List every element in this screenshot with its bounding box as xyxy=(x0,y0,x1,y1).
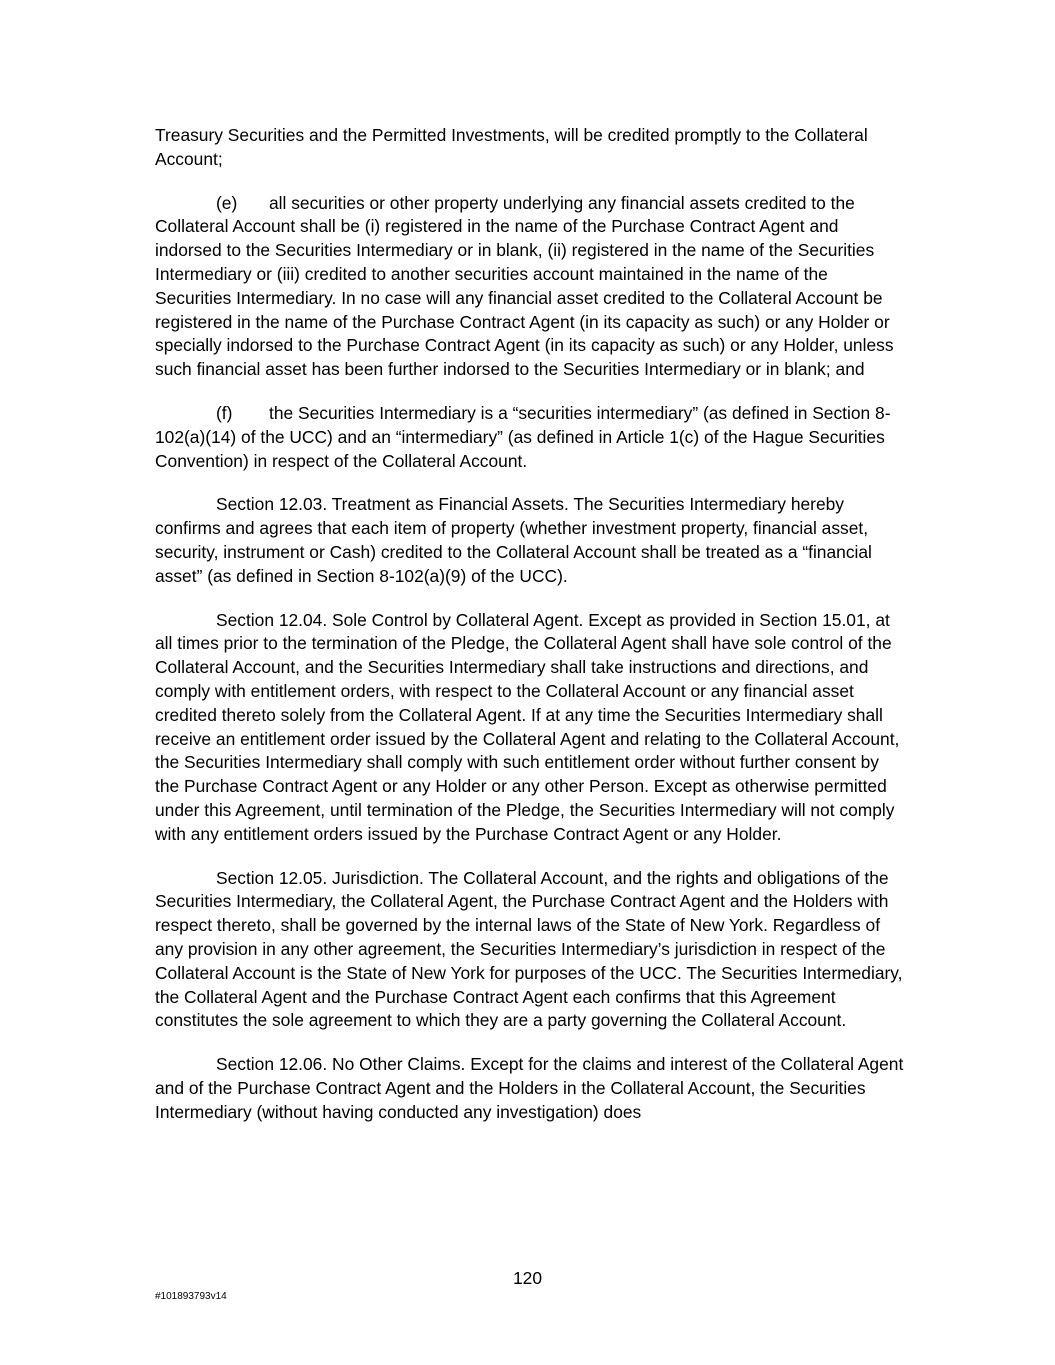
paragraph-text: Treasury Securities and the Permitted Investments, will be credited promptly to the Collateral Account; xyxy=(155,125,868,169)
section-text: Section 12.03. Treatment as Financial Assets. The Securities Intermediary hereby confirms and agrees that each item of property (whether investment property, financial asset, security, instrument or Cash) credited to the Collateral Account shall be treated as a “financial asset” (as defined in Section 8-102(a)(9) of the UCC). xyxy=(155,494,872,586)
clause-label: (e) xyxy=(216,192,238,213)
document-id: #101893793v14 xyxy=(155,1291,227,1302)
section-12-04 xyxy=(155,609,907,847)
paragraph-continuation xyxy=(155,124,907,172)
section-12-03 xyxy=(155,493,907,588)
section-text: Section 12.04. Sole Control by Collateral Agent. Except as provided in Section 15.01, at all times prior to the termination of the Pledge, the Collateral Agent shall have sole control of the Collateral Account, and the Securities Intermediary shall take instructions and directions, and comply with entitlement orders, with respect to the Collateral Account or any financial asset credited thereto solely from the Collateral Agent. If at any time the Securities Intermediary shall receive an entitlement order issued by the Collateral Agent and relating to the Collateral Account, the Securities Intermediary shall comply with such entitlement order without further consent by the Purchase Contract Agent or any Holder or any other Person. Except as otherwise permitted under this Agreement, until termination of the Pledge, the Securities Intermediary will not comply with any entitlement orders issued by the Purchase Contract Agent or any Holder. xyxy=(155,609,900,844)
section-text: Section 12.06. No Other Claims. Except for the claims and interest of the Collateral Agent and of the Purchase Contract Agent and the Holders in the Collateral Account, the Securities Intermediary (without having conducted any investigation) does xyxy=(155,1054,904,1122)
clause-f xyxy=(155,402,907,473)
document-body xyxy=(155,124,907,1144)
section-12-05 xyxy=(155,867,907,1034)
clause-label: (f) xyxy=(216,402,233,423)
section-12-06 xyxy=(155,1053,907,1124)
clause-text: all securities or other property underlying any financial assets credited to the Collateral Account shall be (i) registered in the name of the Purchase Contract Agent and indorsed to the Securities Intermediary or in blank, (ii) registered in the name of the Securities Intermediary or (iii) credited to another securities account maintained in the name of the Securities Intermediary. In no case will any financial asset credited to the Collateral Account be registered in the name of the Purchase Contract Agent (in its capacity as such) or any Holder or specially indorsed to the Purchase Contract Agent (in its capacity as such) or any Holder, unless such financial asset has been further indorsed to the Securities Intermediary or in blank; and xyxy=(155,192,894,380)
section-text: Section 12.05. Jurisdiction. The Collateral Account, and the rights and obligations of the Securities Intermediary, the Collateral Agent, the Purchase Contract Agent and the Holders with respect thereto, shall be governed by the internal laws of the State of New York. Regardless of any provision in any other agreement, the Securities Intermediary’s jurisdiction in respect of the Collateral Account is the State of New York for purposes of the UCC. The Securities Intermediary, the Collateral Agent and the Purchase Contract Agent each confirms that this Agreement constitutes the sole agreement to which they are a party governing the Collateral Account. xyxy=(155,867,903,1031)
clause-text: the Securities Intermediary is a “securities intermediary” (as defined in Section 8-102(a)(14) of the UCC) and an “intermediary” (as defined in Article 1(c) of the Hague Securities Convention) in respect of the Collateral Account. xyxy=(155,402,891,471)
clause-e xyxy=(155,192,907,382)
page-number: 120 xyxy=(512,1268,542,1288)
